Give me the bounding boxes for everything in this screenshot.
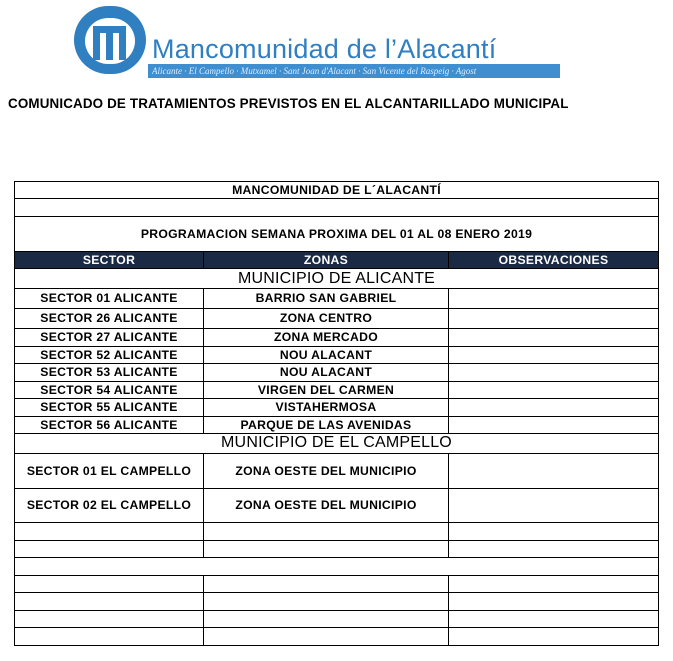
empty-row [15,610,659,627]
org-title: MANCOMUNIDAD DE L´ALACANTÍ [15,182,659,199]
blank-row [15,199,659,216]
table-row [15,381,659,398]
empty-row [15,558,659,575]
table-row [15,308,659,329]
municipality-title: MUNICIPIO DE ALICANTE [15,269,659,289]
empty-cell [449,540,659,557]
empty-cell [449,610,659,627]
zone-cell: BARRIO SAN GABRIEL [204,288,449,308]
logo-name: Mancomunidad de l’Alacantí [152,34,497,64]
sector-cell: SECTOR 52 ALICANTE [15,346,204,363]
mancomunidad-logo [74,6,574,76]
empty-cell [15,540,204,557]
empty-cell [204,540,449,557]
column-header-observaciones: OBSERVACIONES [449,251,659,268]
observations-cell [449,288,659,308]
empty-cell [449,593,659,610]
zone-cell: ZONA OESTE DEL MUNICIPIO [204,453,449,488]
empty-cell [204,593,449,610]
empty-cell [15,593,204,610]
zone-cell: ZONA CENTRO [204,308,449,329]
sector-cell: SECTOR 02 EL CAMPELLO [15,488,204,523]
sector-cell: SECTOR 01 EL CAMPELLO [15,453,204,488]
empty-row [15,628,659,646]
sector-cell: SECTOR 53 ALICANTE [15,364,204,381]
schedule-table [14,181,659,646]
table-row [15,329,659,346]
empty-cell [15,575,204,592]
municipality-title: MUNICIPIO DE EL CAMPELLO [15,433,659,453]
empty-cell [204,523,449,540]
zone-cell: NOU ALACANT [204,346,449,363]
table-row [15,364,659,381]
sector-cell: SECTOR 54 ALICANTE [15,381,204,398]
empty-cell [449,523,659,540]
document-title: COMUNICADO DE TRATAMIENTOS PREVISTOS EN EL ALCANTARILLADO MUNICIPAL [8,96,569,111]
empty-row [15,575,659,592]
zone-cell: PARQUE DE LAS AVENIDAS [204,416,449,433]
schedule-title: PROGRAMACION SEMANA PROXIMA DEL 01 AL 08 ENERO 2019 [15,216,659,251]
zone-cell: NOU ALACANT [204,364,449,381]
observations-cell [449,381,659,398]
empty-row [15,540,659,557]
table-row [15,346,659,363]
observations-cell [449,329,659,346]
table-row [15,453,659,488]
observations-cell [449,364,659,381]
sector-cell: SECTOR 26 ALICANTE [15,308,204,329]
zone-cell: VISTAHERMOSA [204,399,449,416]
column-header-row [15,251,659,268]
observations-cell [449,453,659,488]
sector-cell: SECTOR 01 ALICANTE [15,288,204,308]
mancomunidad-logo-icon [74,6,146,74]
municipality-row [15,433,659,453]
observations-cell [449,346,659,363]
column-header-sector: SECTOR [15,251,204,268]
table-row [15,288,659,308]
table-row [15,416,659,433]
zone-cell: VIRGEN DEL CARMEN [204,381,449,398]
empty-cell [15,523,204,540]
empty-cell [15,628,204,646]
column-header-zonas: ZONAS [204,251,449,268]
municipality-row [15,269,659,289]
empty-cell [204,610,449,627]
table-row [15,488,659,523]
observations-cell [449,488,659,523]
zone-cell: ZONA MERCADO [204,329,449,346]
observations-cell [449,308,659,329]
observations-cell [449,416,659,433]
empty-cell [204,628,449,646]
empty-cell [15,610,204,627]
sector-cell: SECTOR 55 ALICANTE [15,399,204,416]
table-row [15,399,659,416]
observations-cell [449,399,659,416]
sector-cell: SECTOR 56 ALICANTE [15,416,204,433]
empty-cell [449,575,659,592]
zone-cell: ZONA OESTE DEL MUNICIPIO [204,488,449,523]
sector-cell: SECTOR 27 ALICANTE [15,329,204,346]
empty-cell [15,558,659,575]
empty-row [15,523,659,540]
empty-cell [449,628,659,646]
logo-members: Alicante · El Campello · Mutxamel · Sant Joan d'Alacant · San Vicente del Raspeig · Agost [152,66,477,76]
empty-row [15,593,659,610]
empty-cell [204,575,449,592]
